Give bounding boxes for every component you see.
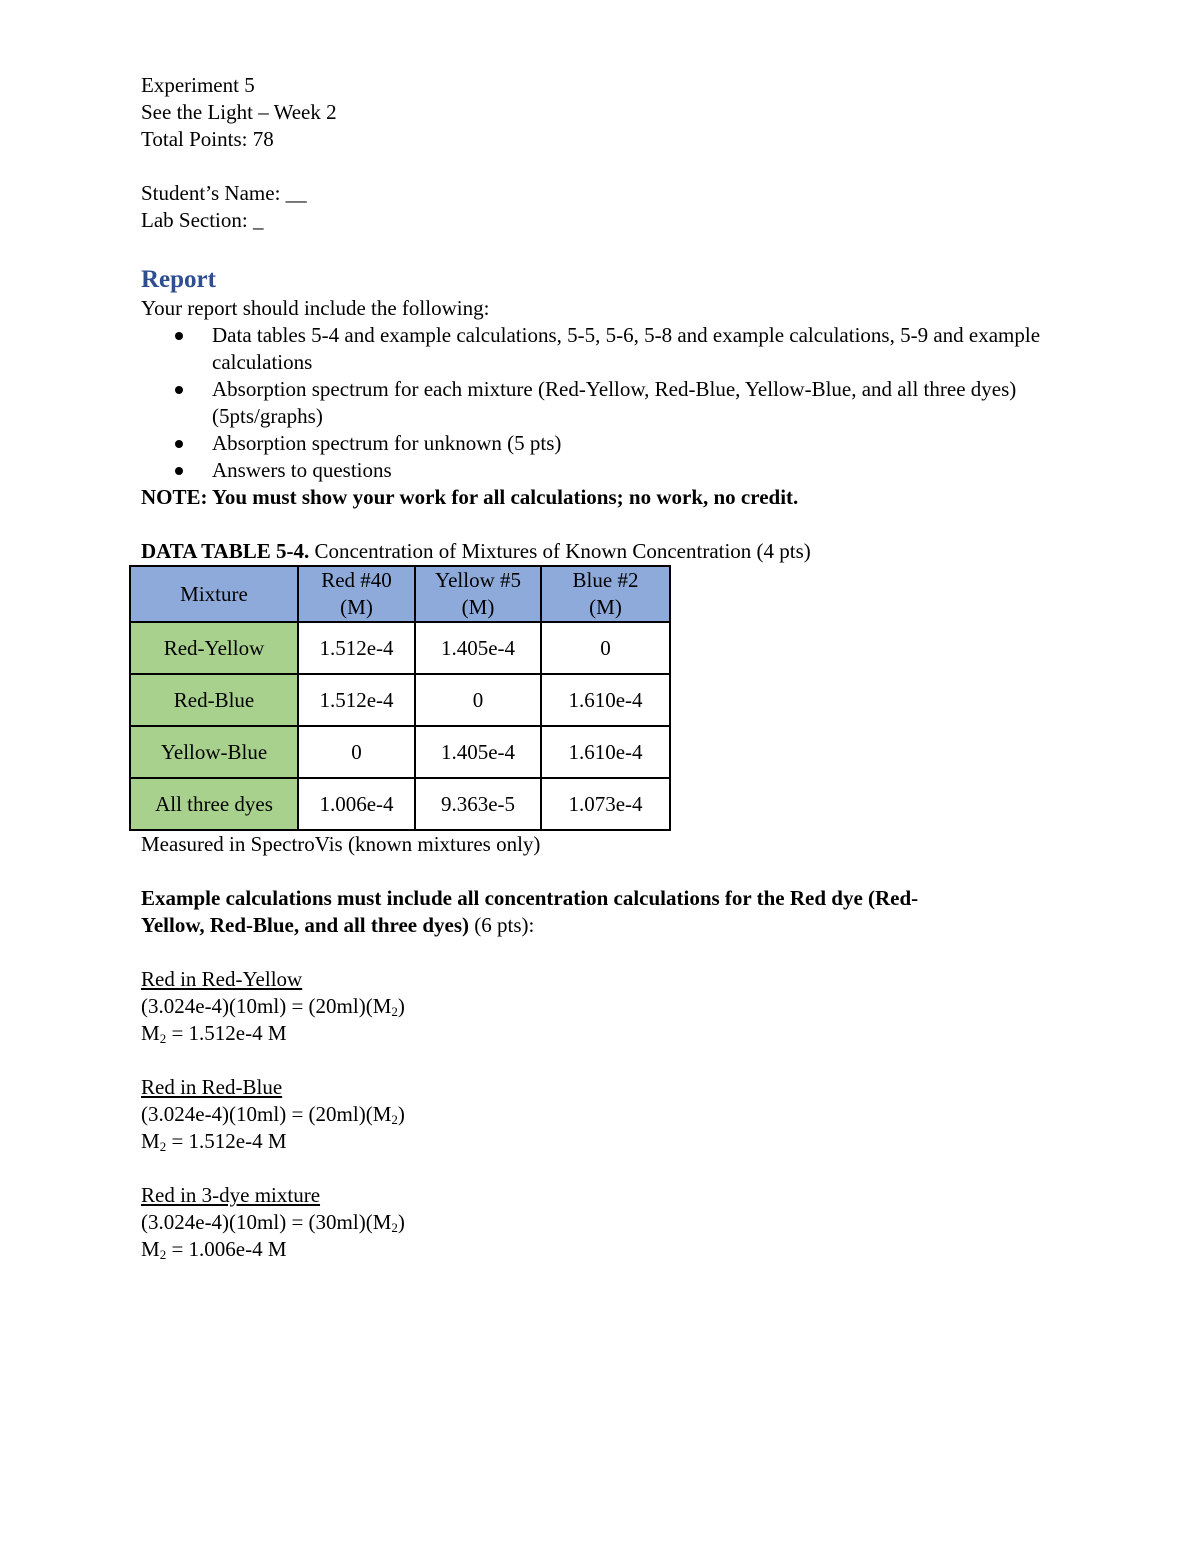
table-cell: 1.405e-4 [415, 622, 541, 674]
table-footnote: Measured in SpectroVis (known mixtures only) [141, 832, 541, 856]
lab-section-field: Lab Section: _ [141, 208, 264, 232]
calc-title: Red in Red-Blue [141, 1075, 283, 1099]
list-item: Absorption spectrum for each mixture (Red-Yellow, Red-Blue, Yellow-Blue, and all three dyes) (5pts/graphs) [212, 376, 1081, 430]
data-table-5-4 [129, 565, 671, 831]
calc-section-three-dye [141, 1182, 1081, 1263]
table-cell: 1.405e-4 [415, 726, 541, 778]
table-row [130, 674, 670, 726]
table-row [130, 778, 670, 830]
calc-equation: $(3.024e-4)(10ml) = (30ml)(M_2)$ [141, 1210, 405, 1235]
calc-equation: $(3.024e-4)(10ml) = (20ml)(M_2)$ [141, 1102, 405, 1127]
table-cell: 0 [298, 726, 415, 778]
table-row [130, 622, 670, 674]
table-cell: 9.363e-5 [415, 778, 541, 830]
document-page [141, 72, 1081, 1263]
row-label: Red-Yellow [130, 622, 298, 674]
report-heading: Report [141, 266, 216, 293]
table-cell: 0 [541, 622, 670, 674]
calc-title: Red in 3-dye mixture [141, 1183, 321, 1207]
experiment-title: See the Light – Week 2 [141, 100, 337, 124]
table-cell: 0 [415, 674, 541, 726]
experiment-number: Experiment 5 [141, 73, 255, 97]
calc-result: $M_2 = 1.512e-4$ M [141, 1129, 287, 1154]
calc-instruction-line-1: Example calculations must include all concentration calculations for the Red dye (Red- [141, 886, 919, 910]
list-item: Absorption spectrum for unknown (5 pts) [212, 430, 1081, 457]
table-cell: 1.006e-4 [298, 778, 415, 830]
calc-section-red-yellow [141, 966, 1081, 1047]
report-requirements-list [141, 322, 1081, 484]
calc-result: $M_2 = 1.006e-4$ M [141, 1237, 287, 1262]
calc-instruction-line-2: Yellow, Red-Blue, and all three dyes) (6 pts): [141, 913, 535, 937]
table-cell: 1.073e-4 [541, 778, 670, 830]
table-cell: 1.610e-4 [541, 726, 670, 778]
student-name-field: Student’s Name: __ [141, 181, 307, 205]
total-points: Total Points: 78 [141, 127, 274, 151]
table-header-row [130, 566, 670, 622]
header-cell-red: Red #40 (M) [298, 566, 415, 622]
row-label: Yellow-Blue [130, 726, 298, 778]
table-cell: 1.610e-4 [541, 674, 670, 726]
table-caption-text: Concentration of Mixtures of Known Concentration (4 pts) [309, 539, 811, 563]
table-caption-label: DATA TABLE 5-4. [141, 539, 310, 563]
list-item: Answers to questions [212, 457, 1081, 484]
row-label: Red-Blue [130, 674, 298, 726]
header-cell-blue: Blue #2 (M) [541, 566, 670, 622]
row-label: All three dyes [130, 778, 298, 830]
calc-title: Red in Red-Yellow [141, 967, 303, 991]
report-intro: Your report should include the following: [141, 296, 490, 320]
table-caption [141, 538, 1081, 565]
list-item: Data tables 5-4 and example calculations, 5-5, 5-6, 5-8 and example calculations, 5-9 and example calculations [212, 322, 1081, 376]
calc-result: $M_2 = 1.512e-4$ M [141, 1021, 287, 1046]
calc-equation: $(3.024e-4)(10ml) = (20ml)(M_2)$ [141, 994, 405, 1019]
header-cell-yellow: Yellow #5 (M) [415, 566, 541, 622]
table-cell: 1.512e-4 [298, 674, 415, 726]
table-row [130, 726, 670, 778]
work-note: NOTE: You must show your work for all calculations; no work, no credit. [141, 485, 799, 509]
table-cell: 1.512e-4 [298, 622, 415, 674]
header-cell-mixture: Mixture [130, 566, 298, 622]
calc-section-red-blue [141, 1074, 1081, 1155]
